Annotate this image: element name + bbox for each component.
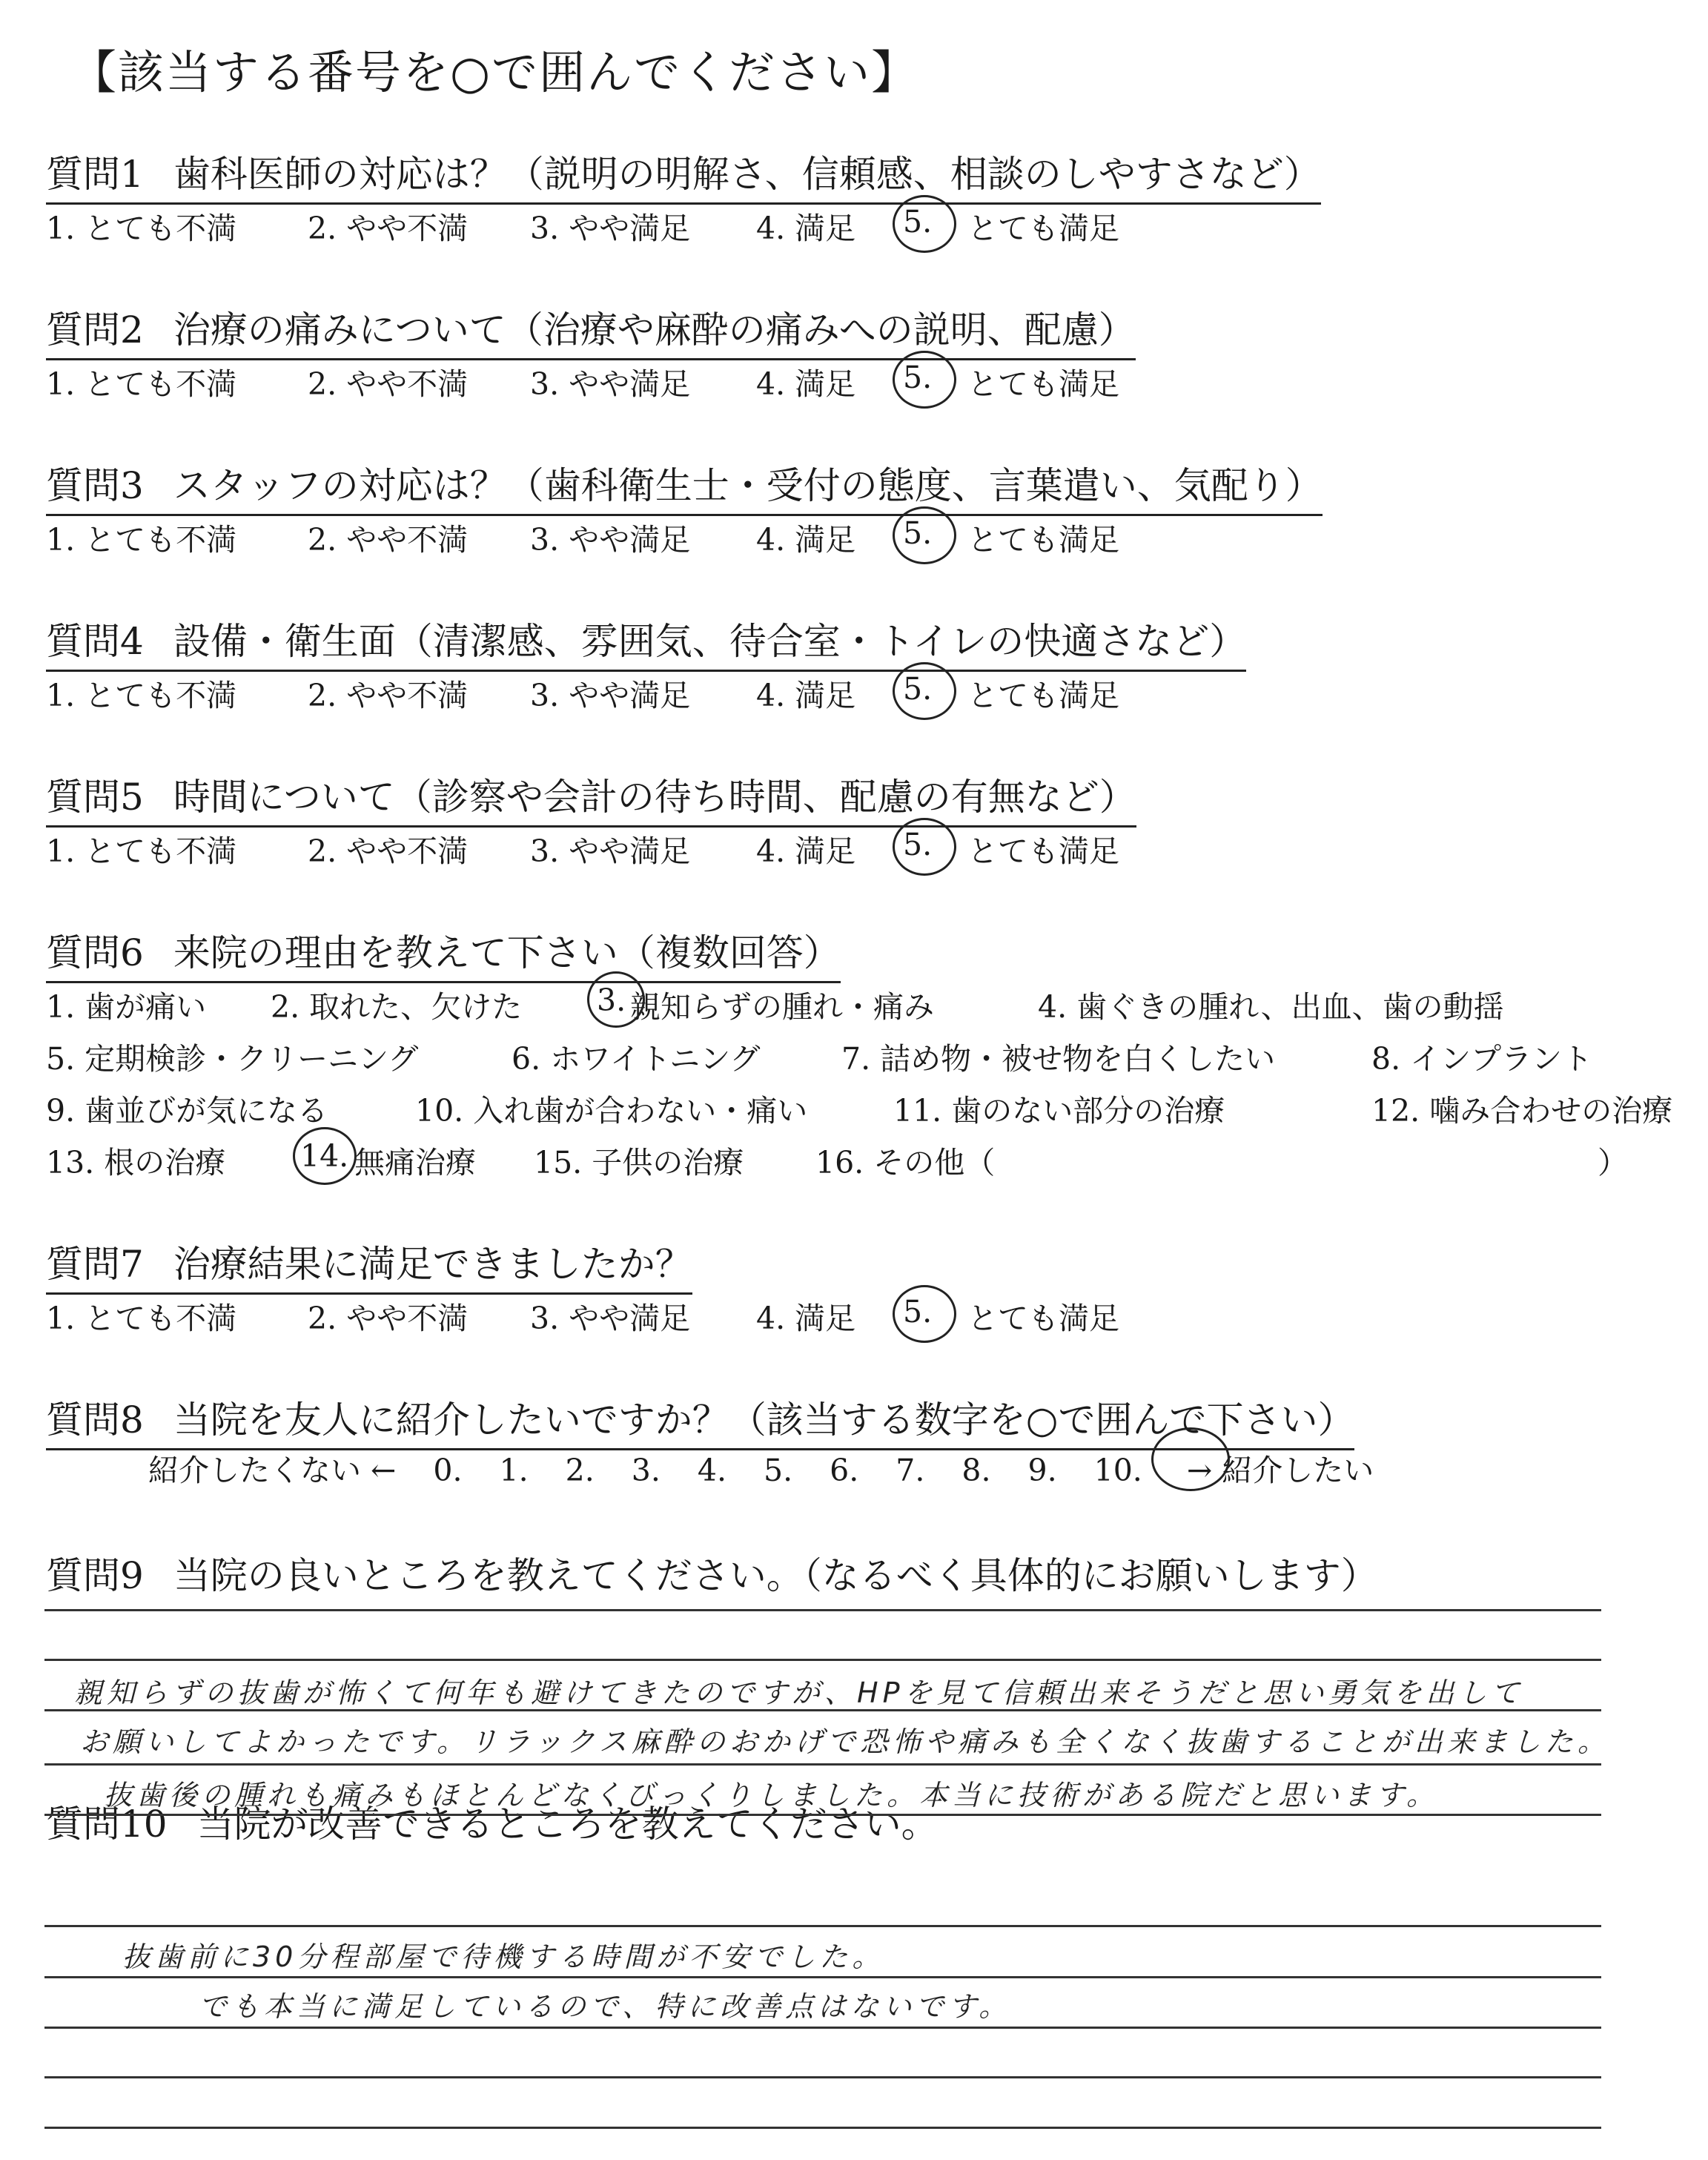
selected-circle xyxy=(587,971,645,1028)
question-text: 来院の理由を教えて下さい（複数回答） xyxy=(173,931,841,974)
reason-option: 無痛治療 xyxy=(354,1145,476,1180)
question-text: 当院の良いところを教えてください。（なるべく具体的にお願いします） xyxy=(173,1554,1378,1597)
q9-answer-line-2: お願いしてよかったです。リラックス麻酔のおかげで恐怖や痛みも全くなく抜歯することが出来ました。 xyxy=(80,1725,1610,1758)
rating-option: 3. やや満足 xyxy=(530,366,691,402)
answer-line xyxy=(44,2127,1601,2129)
question-title xyxy=(46,1546,1378,1604)
selected-circle xyxy=(1151,1427,1230,1491)
reason-option: 6. ホワイトニング xyxy=(512,1041,761,1077)
scale-number: 5. xyxy=(764,1453,793,1488)
question-label: 質問2 xyxy=(46,308,144,351)
scale-number: 3. xyxy=(631,1453,661,1488)
reason-option: 15. 子供の治療 xyxy=(534,1145,744,1180)
question-label: 質問5 xyxy=(46,776,144,819)
scale-number: 4. xyxy=(697,1453,727,1488)
rating-option: 3. やや満足 xyxy=(530,1301,691,1336)
question-text: 歯科医師の対応は？（説明の明解さ、信頼感、相談のしやすさなど） xyxy=(173,153,1321,196)
q9-answer-line-1: 親知らずの抜歯が怖くて何年も避けてきたのですが、HPを見て信頼出来そうだと思い勇気を出して xyxy=(74,1677,1524,1709)
rating-option: 2. やや不満 xyxy=(308,522,469,558)
q10-answer-line-2: でも本当に満足しているので、特に改善点はないです。 xyxy=(199,1990,1012,2023)
form-heading: 【該当する番号を○で囲んでください】 xyxy=(70,45,919,99)
reason-option: 7. 詰め物・被せ物を白くしたい xyxy=(841,1041,1276,1077)
answer-line xyxy=(44,1976,1601,1978)
question-text: 当院を友人に紹介したいですか？（該当する数字を○で囲んで下さい） xyxy=(173,1398,1355,1441)
question-text: 当院が改善できるところを教えてください。 xyxy=(196,1803,939,1846)
question-text: スタッフの対応は？（歯科衛生士・受付の態度、言葉遣い、気配り） xyxy=(173,464,1323,507)
rating-option: 1. とても不満 xyxy=(46,1301,237,1336)
rating-option: 3. やや満足 xyxy=(530,211,691,246)
reason-option: 11. 歯のない部分の治療 xyxy=(893,1093,1225,1129)
question-label: 質問8 xyxy=(46,1398,144,1441)
reason-option: 3. xyxy=(597,982,626,1018)
rating-option: 1. とても不満 xyxy=(46,366,237,402)
selected-circle xyxy=(293,1127,357,1185)
rating-option: 5. xyxy=(903,827,933,862)
rating-option: 5. xyxy=(903,1294,933,1330)
question-label: 質問7 xyxy=(46,1243,144,1286)
question-text: 時間について（診察や会計の待ち時間、配慮の有無など） xyxy=(173,776,1136,819)
q10-answer-line-1: 抜歯前に30分程部屋で待機する時間が不安でした。 xyxy=(122,1941,885,1973)
rating-option: 5. xyxy=(903,204,933,240)
rating-option: 4. 満足 xyxy=(756,211,856,246)
question-title xyxy=(46,145,1321,205)
question-title xyxy=(46,1235,692,1295)
answer-line xyxy=(44,1763,1601,1766)
rating-option: 2. やや不満 xyxy=(308,1301,469,1336)
question-label: 質問1 xyxy=(46,153,144,196)
rating-option: 1. とても不満 xyxy=(46,678,237,713)
rating-option: 1. とても不満 xyxy=(46,833,237,869)
scale-number: 8. xyxy=(961,1453,991,1488)
rating-option: 4. 満足 xyxy=(756,522,856,558)
answer-line xyxy=(44,1609,1601,1611)
question-label: 質問3 xyxy=(46,464,144,507)
question-label: 質問9 xyxy=(46,1554,144,1597)
rating-option: とても満足 xyxy=(967,211,1119,246)
question-text: 設備・衛生面（清潔感、雰囲気、待合室・トイレの快適さなど） xyxy=(173,620,1247,663)
rating-option: 1. とても不満 xyxy=(46,211,237,246)
rating-option: 2. やや不満 xyxy=(308,366,469,402)
scale-number: 9. xyxy=(1027,1453,1057,1488)
question-text: 治療の痛みについて（治療や麻酔の痛みへの説明、配慮） xyxy=(173,308,1136,351)
rating-option: 5. xyxy=(903,515,933,551)
rating-option: 5. xyxy=(903,671,933,707)
reason-option: 14. xyxy=(300,1138,349,1174)
reason-option: 9. 歯並びが気になる xyxy=(46,1093,328,1129)
rating-option: 3. やや満足 xyxy=(530,522,691,558)
reason-option: 13. 根の治療 xyxy=(46,1145,226,1180)
question-title xyxy=(46,767,1136,828)
rating-option: 4. 満足 xyxy=(756,678,856,713)
answer-line xyxy=(44,2027,1601,2029)
answer-line xyxy=(44,1925,1601,1927)
scale-number: 10. xyxy=(1093,1453,1142,1488)
answer-line xyxy=(44,1814,1601,1816)
reason-option: 16. その他（ xyxy=(815,1145,996,1180)
question-title xyxy=(46,923,841,983)
question-title xyxy=(46,300,1136,360)
reason-option: 1. 歯が痛い xyxy=(46,989,207,1025)
rating-option: とても満足 xyxy=(967,678,1119,713)
question-title xyxy=(46,612,1246,672)
question-label: 質問10 xyxy=(46,1803,168,1846)
scale-number: 1. xyxy=(499,1453,529,1488)
reason-option: ） xyxy=(1598,1145,1628,1180)
rating-option: とても満足 xyxy=(967,833,1119,869)
rating-option: とても満足 xyxy=(967,1301,1119,1336)
rating-option: 4. 満足 xyxy=(756,366,856,402)
reason-option: 10. 入れ歯が合わない・痛い xyxy=(415,1093,808,1129)
rating-option: 2. やや不満 xyxy=(308,678,469,713)
rating-option: 2. やや不満 xyxy=(308,211,469,246)
answer-line xyxy=(44,2076,1601,2078)
answer-line xyxy=(44,1659,1601,1661)
reason-option: 4. 歯ぐきの腫れ、出血、歯の動揺 xyxy=(1038,989,1504,1025)
scale-number: 2. xyxy=(565,1453,595,1488)
reason-option: 5. 定期検診・クリーニング xyxy=(46,1041,419,1077)
scale-number: 6. xyxy=(830,1453,859,1488)
scale-right-label: → 紹介したい xyxy=(1186,1453,1374,1488)
rating-option: 5. xyxy=(903,360,933,395)
reason-option: 親知らずの腫れ・痛み xyxy=(630,989,934,1025)
rating-option: とても満足 xyxy=(967,366,1119,402)
rating-option: 3. やや満足 xyxy=(530,678,691,713)
reason-option: 8. インプラント xyxy=(1371,1041,1593,1077)
rating-option: 1. とても不満 xyxy=(46,522,237,558)
rating-option: 3. やや満足 xyxy=(530,833,691,869)
selected-circle xyxy=(893,1285,956,1343)
reason-option: 2. 取れた、欠けた xyxy=(271,989,523,1025)
q9-answer-line-3: 抜歯後の腫れも痛みもほとんどなくびっくりしました。本当に技術がある院だと思います。 xyxy=(104,1779,1439,1811)
question-label: 質問4 xyxy=(46,620,144,663)
reason-option: 12. 噛み合わせの治療 xyxy=(1371,1093,1673,1129)
scale-left-label: 紹介したくない ← xyxy=(148,1453,397,1488)
question-title xyxy=(46,456,1323,516)
rating-option: 4. 満足 xyxy=(756,1301,856,1336)
rating-option: とても満足 xyxy=(967,522,1119,558)
question-label: 質問6 xyxy=(46,931,144,974)
rating-option: 4. 満足 xyxy=(756,833,856,869)
scale-number: 7. xyxy=(896,1453,925,1488)
rating-option: 2. やや不満 xyxy=(308,833,469,869)
scale-number: 0. xyxy=(433,1453,463,1488)
question-text: 治療結果に満足できましたか？ xyxy=(173,1243,692,1286)
